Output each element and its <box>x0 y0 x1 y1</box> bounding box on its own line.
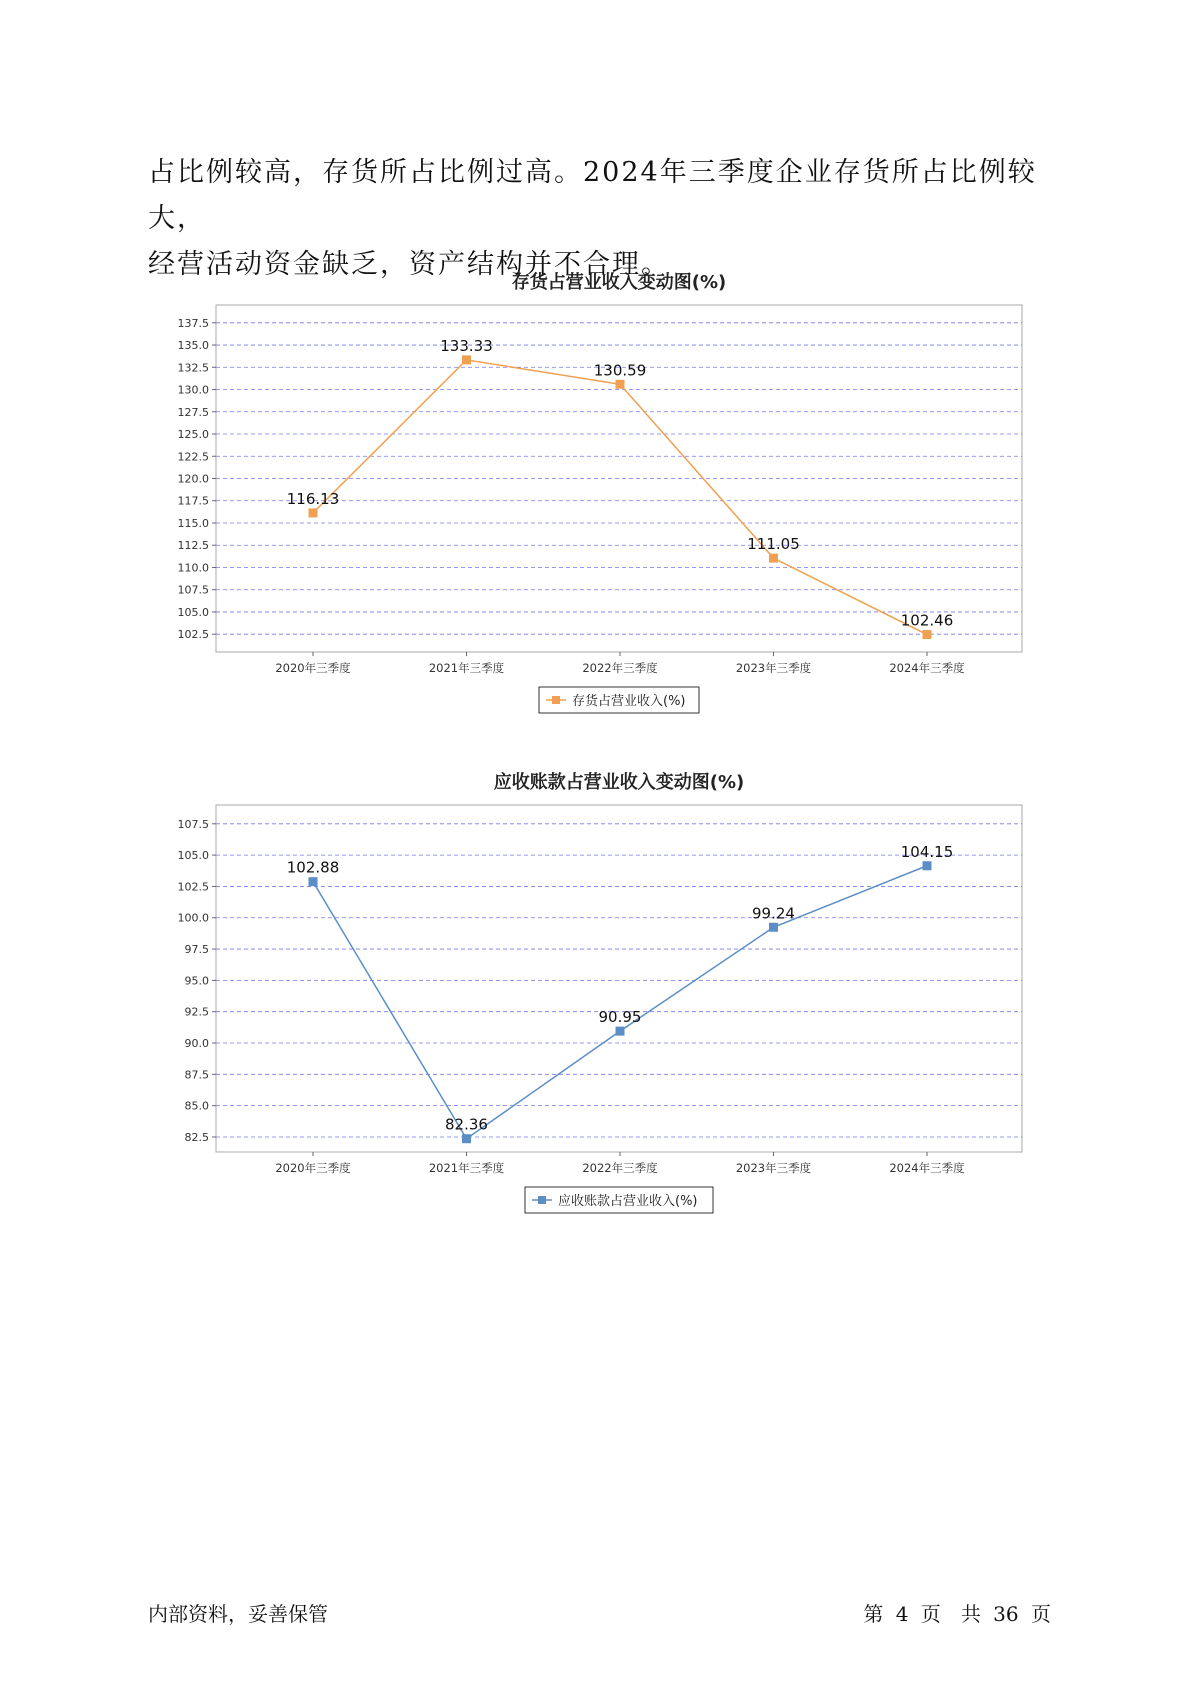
legend-label: 应收账款占营业收入(%) <box>558 1194 698 1209</box>
y-tick-label: 102.5 <box>177 628 209 642</box>
paragraph-line-2: 经营活动资金缺乏，资产结构并不合理。 <box>148 249 670 280</box>
inventory-ratio-chart <box>0 260 1191 709</box>
y-tick-label: 112.5 <box>177 539 209 553</box>
footer-page-number: 第 4 页 共 36 页 <box>863 1602 1051 1626</box>
data-label: 90.95 <box>598 1008 642 1027</box>
data-point-marker <box>462 355 471 364</box>
data-point-marker <box>923 861 932 870</box>
footer-confidential-note: 内部资料，妥善保管 <box>148 1602 328 1626</box>
y-tick-label: 110.0 <box>177 561 209 575</box>
y-tick-label: 107.5 <box>177 817 209 831</box>
data-point-marker <box>309 508 318 517</box>
y-tick-label: 137.5 <box>177 316 209 330</box>
y-tick-label: 95.0 <box>184 974 209 988</box>
x-tick-label: 2021年三季度 <box>428 1161 505 1175</box>
x-tick-label: 2023年三季度 <box>735 661 812 675</box>
legend-marker <box>538 1196 546 1204</box>
data-point-marker <box>616 380 625 389</box>
data-point-marker <box>309 877 318 886</box>
data-label: 104.15 <box>900 842 954 861</box>
receivables-ratio-chart <box>0 760 1191 1209</box>
x-tick-label: 2021年三季度 <box>428 661 505 675</box>
legend-marker <box>552 696 560 704</box>
y-tick-label: 92.5 <box>184 1005 209 1019</box>
y-tick-label: 115.0 <box>177 516 209 530</box>
y-tick-label: 90.0 <box>184 1037 209 1051</box>
data-label: 111.05 <box>747 535 800 554</box>
data-point-marker <box>616 1027 625 1036</box>
data-point-marker <box>462 1134 471 1143</box>
x-tick-label: 2024年三季度 <box>889 661 965 675</box>
y-tick-label: 82.5 <box>184 1130 209 1144</box>
data-label: 99.24 <box>752 904 795 923</box>
legend-label: 存货占营业收入(%) <box>572 694 686 709</box>
y-tick-label: 125.0 <box>177 428 209 442</box>
y-tick-label: 122.5 <box>177 450 209 464</box>
x-tick-label: 2022年三季度 <box>582 1161 658 1175</box>
x-tick-label: 2020年三季度 <box>275 661 351 675</box>
data-label: 133.33 <box>440 336 493 355</box>
y-tick-label: 105.0 <box>177 605 209 619</box>
y-tick-label: 102.5 <box>177 880 209 894</box>
paragraph-line-1: 占比例较高，存货所占比例过高。2024年三季度企业存货所占比例较大， <box>148 157 1037 234</box>
data-label: 116.13 <box>286 489 340 508</box>
chart-title: 存货占营业收入变动图(%) <box>511 272 727 293</box>
x-tick-label: 2023年三季度 <box>735 1161 812 1175</box>
x-tick-label: 2024年三季度 <box>889 1161 965 1175</box>
data-point-marker <box>769 554 778 563</box>
y-tick-label: 130.0 <box>177 383 209 397</box>
y-tick-label: 85.0 <box>184 1099 209 1113</box>
chart-title: 应收账款占营业收入变动图(%) <box>493 772 745 793</box>
y-tick-label: 100.0 <box>177 911 209 925</box>
x-tick-label: 2022年三季度 <box>582 661 658 675</box>
y-tick-label: 120.0 <box>177 472 209 486</box>
y-tick-label: 107.5 <box>177 583 209 597</box>
y-tick-label: 132.5 <box>177 361 209 375</box>
y-tick-label: 135.0 <box>177 339 209 353</box>
y-tick-label: 97.5 <box>184 943 209 957</box>
y-tick-label: 127.5 <box>177 405 209 419</box>
y-tick-label: 117.5 <box>177 494 209 508</box>
data-label: 102.46 <box>900 611 954 630</box>
data-label: 130.59 <box>593 361 647 380</box>
data-point-marker <box>923 630 932 639</box>
y-tick-label: 105.0 <box>177 849 209 863</box>
x-tick-label: 2020年三季度 <box>275 1161 351 1175</box>
y-tick-label: 87.5 <box>184 1068 209 1082</box>
data-point-marker <box>769 923 778 932</box>
data-label: 82.36 <box>445 1115 488 1134</box>
data-label: 102.88 <box>286 858 340 877</box>
